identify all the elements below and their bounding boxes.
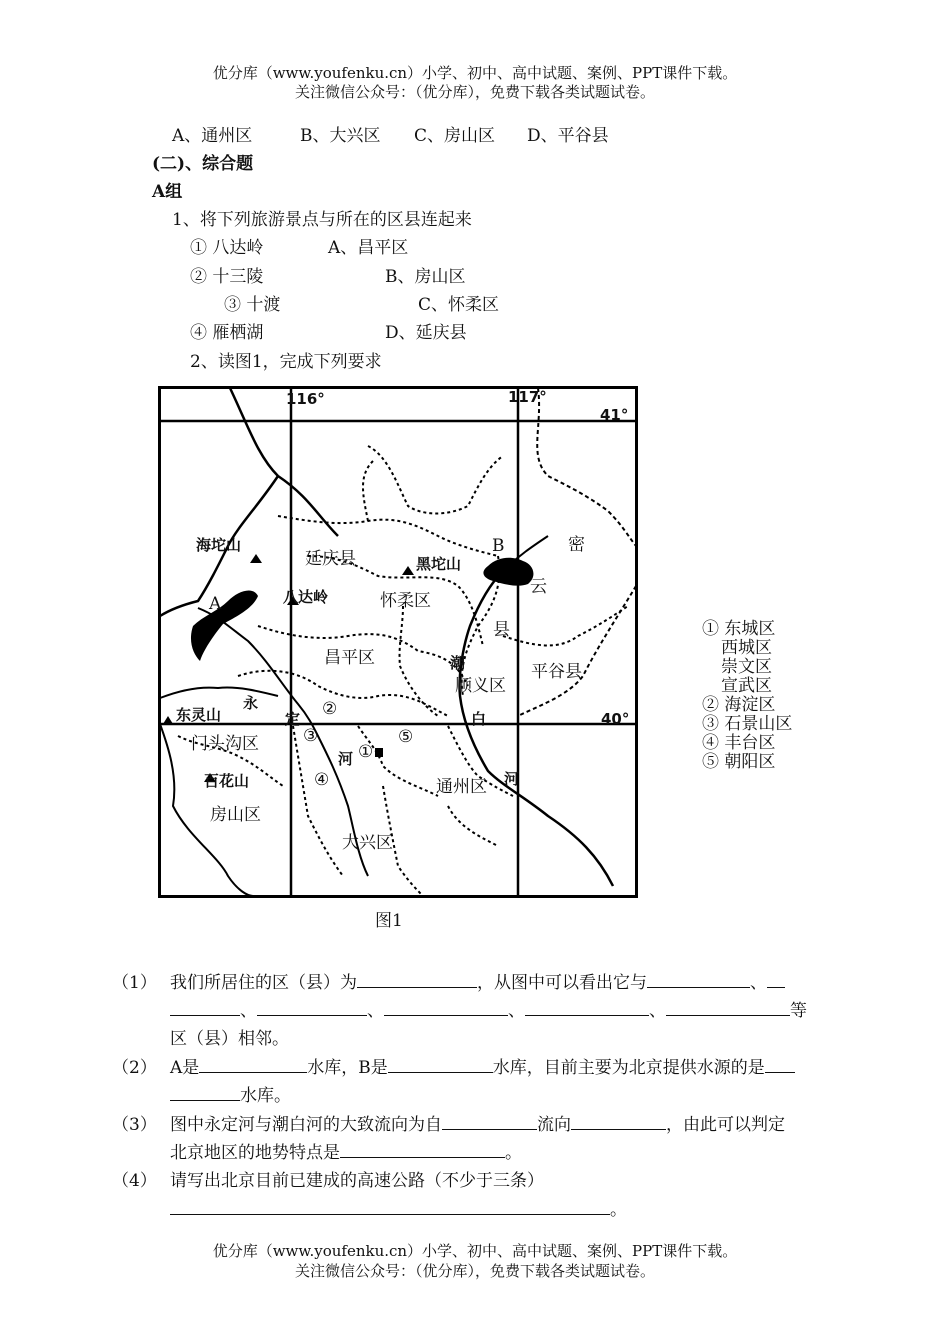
answer-blank[interactable] — [340, 1139, 505, 1158]
question-1-line-1: 我们所居住的区（县）为 ，从图中可以看出它与 、 — [170, 969, 785, 997]
map-label: 潮 — [450, 654, 466, 672]
answer-blank[interactable] — [357, 969, 477, 988]
answer-blank[interactable] — [767, 969, 785, 988]
beijing-map — [158, 386, 638, 898]
map-label: B — [492, 536, 505, 556]
answer-blank[interactable] — [170, 1082, 240, 1101]
answer-blank[interactable] — [170, 1196, 610, 1215]
answer-blank[interactable] — [571, 1111, 666, 1130]
group-title: A组 — [152, 182, 183, 202]
map-label: 白 — [471, 710, 487, 728]
map-legend — [702, 620, 792, 772]
answer-blank[interactable] — [647, 969, 750, 988]
q1-stem: 1、将下列旅游景点与所在的区县连起来 — [172, 210, 472, 230]
city-center-marker — [375, 748, 383, 757]
question-number: （2） — [112, 1058, 157, 1078]
map-label: 平谷县 — [531, 662, 582, 682]
q1-right-item: D、延庆县 — [385, 323, 467, 343]
map-label: 房山区 — [210, 805, 261, 825]
legend-item: 宣武区 — [721, 676, 772, 696]
question-number: （1） — [112, 973, 157, 993]
map-label: 延庆县 — [305, 549, 356, 569]
answer-blank[interactable] — [199, 1054, 307, 1073]
question-1-line-2: 、 、 、 、 等 — [170, 997, 807, 1025]
q1-right-item: C、怀柔区 — [418, 295, 500, 315]
answer-blank[interactable] — [765, 1054, 795, 1073]
map-label: 海坨山 — [196, 536, 242, 554]
option-a: A、通州区 — [172, 126, 253, 146]
legend-item: ② 海淀区 — [702, 695, 776, 715]
map-label: 河 — [338, 750, 354, 768]
section-title: (二)、综合题 — [152, 154, 254, 174]
answer-blank[interactable] — [384, 997, 508, 1016]
map-label: 黑坨山 — [416, 555, 462, 573]
map-label: 百花山 — [204, 772, 250, 790]
map-label: 东灵山 — [176, 706, 222, 724]
legend-item: ④ 丰台区 — [702, 733, 776, 753]
q1-left-item: ③ 十渡 — [224, 295, 281, 315]
map-label: A — [209, 594, 222, 614]
option-b: B、大兴区 — [300, 126, 381, 146]
legend-item: ③ 石景山区 — [702, 714, 793, 734]
map-label: 县 — [493, 620, 510, 640]
answer-blank[interactable] — [388, 1054, 493, 1073]
map-label: ① — [358, 742, 374, 762]
map-label: 通州区 — [436, 777, 487, 797]
header-line-2: 关注微信公众号：（优分库），免费下载各类试题试卷。 — [294, 83, 655, 101]
map-label: ③ — [303, 726, 319, 746]
map-label: 顺义区 — [455, 676, 506, 696]
footer-line-1: 优分库（www.youfenku.cn）小学、初中、高中试题、案例、PPT课件下载。 — [212, 1242, 738, 1260]
map-label: 昌平区 — [324, 648, 375, 668]
q1-right-item: B、房山区 — [385, 267, 466, 287]
map-label: 门头沟区 — [191, 734, 259, 754]
lon-116-label: 116° — [286, 390, 325, 408]
map-label: 八达岭 — [283, 588, 329, 606]
legend-item: 崇文区 — [721, 657, 772, 677]
question-2-line-1: A是 水库，B是 水库，目前主要为北京提供水源的是 — [170, 1054, 795, 1082]
map-label: 定 — [285, 710, 301, 728]
map-label: ② — [322, 699, 338, 719]
option-c: C、房山区 — [414, 126, 496, 146]
map-label: 永 — [243, 694, 259, 712]
map-label: ⑤ — [398, 727, 414, 747]
map-label: ④ — [314, 770, 330, 790]
map-label: 大兴区 — [342, 833, 393, 853]
question-2-line-2: 水库。 — [170, 1082, 291, 1110]
map-label: 密 — [568, 535, 585, 555]
q1-left-item: ② 十三陵 — [190, 267, 264, 287]
q1-left-item: ① 八达岭 — [190, 238, 264, 258]
map-label: 怀柔区 — [380, 591, 431, 611]
q1-left-item: ④ 雁栖湖 — [190, 323, 264, 343]
lon-117-label: 117° — [508, 388, 547, 406]
question-3-line-2: 北京地区的地势特点是 。 — [170, 1139, 522, 1167]
figure-caption: 图1 — [375, 911, 403, 931]
footer-line-2: 关注微信公众号：（优分库），免费下载各类试题试卷。 — [294, 1262, 655, 1280]
question-4-line-2: 。 — [170, 1196, 627, 1224]
question-3-line-1: 图中永定河与潮白河的大致流向为自 流向 ，由此可以判定 — [170, 1111, 785, 1139]
legend-item: ⑤ 朝阳区 — [702, 752, 776, 772]
answer-blank[interactable] — [442, 1111, 537, 1130]
answer-blank[interactable] — [170, 997, 240, 1016]
answer-blank[interactable] — [525, 997, 649, 1016]
q2-stem: 2、读图1，完成下列要求 — [190, 352, 382, 372]
map-label: 河 — [504, 770, 520, 788]
question-number: （4） — [112, 1171, 157, 1191]
map-label: 云 — [530, 577, 547, 597]
q1-right-item: A、昌平区 — [328, 238, 409, 258]
question-4-line-1: 请写出北京目前已建成的高速公路（不少于三条） — [170, 1171, 544, 1191]
legend-item: 西城区 — [721, 638, 772, 658]
answer-blank[interactable] — [666, 997, 790, 1016]
lat-40-label: 40° — [601, 710, 630, 728]
answer-blank[interactable] — [257, 997, 367, 1016]
option-d: D、平谷县 — [527, 126, 609, 146]
lat-41-label: 41° — [600, 406, 629, 424]
question-number: （3） — [112, 1115, 157, 1135]
header-line-1: 优分库（www.youfenku.cn）小学、初中、高中试题、案例、PPT课件下载。 — [212, 64, 738, 82]
question-1-line-3: 区（县）相邻。 — [170, 1029, 289, 1049]
legend-item: ① 东城区 — [702, 619, 776, 639]
